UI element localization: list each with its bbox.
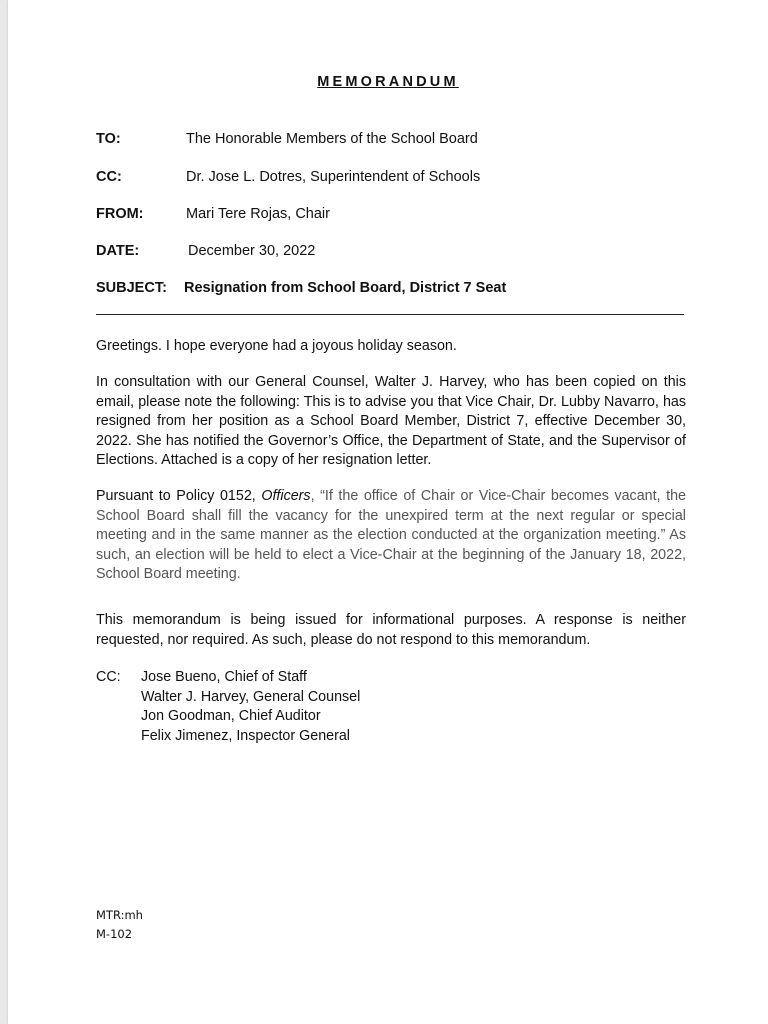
- from-value: Mari Tere Rojas, Chair: [186, 206, 330, 222]
- memo-number: M-102: [96, 927, 133, 941]
- cc-value: Dr. Jose L. Dotres, Superintendent of Schools: [186, 169, 481, 185]
- policy-paragraph: [96, 487, 686, 585]
- subject-label: SUBJECT:: [96, 280, 167, 296]
- date-value: December 30, 2022: [188, 243, 316, 259]
- to-label: TO:: [96, 131, 121, 147]
- to-value: The Honorable Members of the School Board: [186, 131, 478, 147]
- policy-lead: Pursuant to Policy 0152,: [96, 488, 262, 504]
- cc-recipient: Jon Goodman, Chief Auditor: [141, 708, 321, 724]
- subject-value: Resignation from School Board, District 7 Seat: [184, 280, 507, 296]
- cc-recipient: Walter J. Harvey, General Counsel: [141, 688, 361, 705]
- typist-initials: MTR:mh: [96, 908, 143, 922]
- policy-quote: , “If the office of Chair or Vice-Chair becomes vacant, the School Board shall fill the vacancy for the unexpired term at the next regular or special meeting and in the same manner as the election conducted at the organization meeting.” As such, an election will be held to elect a Vice-Chair at the beginning of the January 18, 2022, School Board meeting.: [96, 488, 686, 582]
- memo-footer: [96, 906, 143, 944]
- date-label: DATE:: [96, 243, 140, 259]
- informational-paragraph: This memorandum is being issued for informational purposes. A response is neither requested, nor required. As such, please do not respond to this memorandum.: [96, 612, 686, 648]
- cc-recipient: Felix Jimenez, Inspector General: [141, 727, 350, 744]
- cc-recipient-list: [141, 668, 360, 746]
- memo-title: MEMORANDUM: [317, 74, 459, 90]
- from-label: FROM:: [96, 206, 144, 222]
- cc-footer-label: CC:: [96, 669, 121, 685]
- cc-label: CC:: [96, 169, 122, 185]
- consultation-paragraph: In consultation with our General Counsel, Walter J. Harvey, who has been copied on this email, please note the following: This is to advise you that Vice Chair, Dr. Lubby Navarro, has resigned from her position as a School Board Member, District 7, effective December 30, 2022. She has notified the Governor’s Office, the Department of State, and the Supervisor of Elections. Attached is a copy of her resignation letter.: [96, 374, 686, 468]
- header-divider: [96, 314, 684, 315]
- memo-page: [8, 0, 768, 1024]
- greeting-paragraph: Greetings. I hope everyone had a joyous holiday season.: [96, 338, 457, 354]
- cc-recipient: Jose Bueno, Chief of Staff: [141, 669, 307, 685]
- policy-name: Officers: [261, 488, 311, 504]
